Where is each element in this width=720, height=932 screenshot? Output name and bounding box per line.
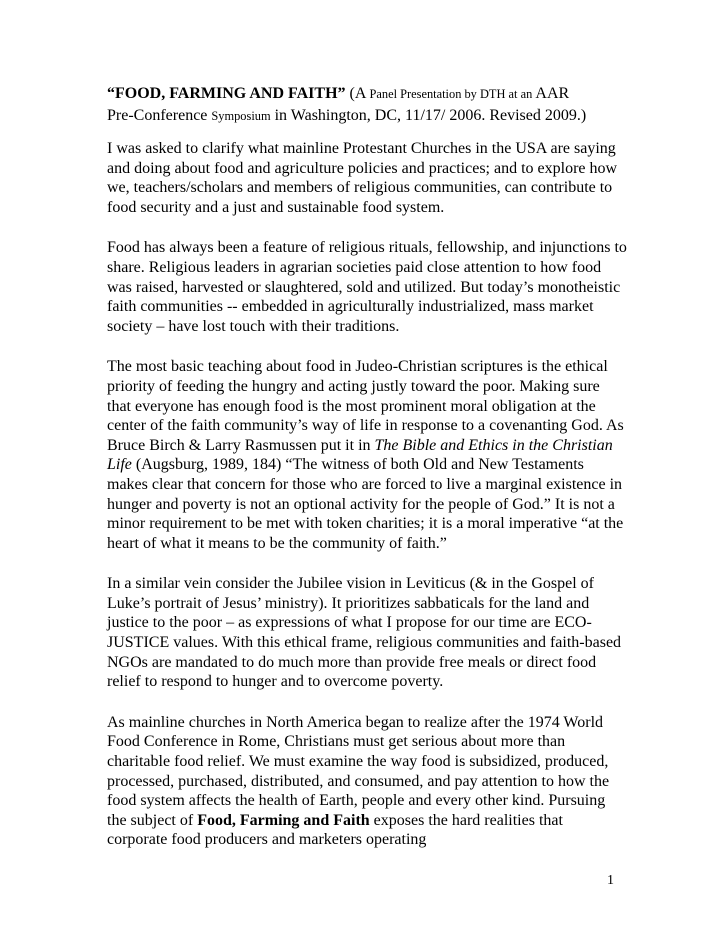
title-small-1: Panel Presentation by DTH at an [369, 87, 533, 101]
title-text-1: AAR [532, 85, 570, 102]
paragraph-5-text-b: exposes the hard realities that corporate food producers and marketers operating [107, 811, 563, 849]
title-small-2: Symposium [211, 109, 271, 123]
paragraph-4: In a similar vein consider the Jubilee vision in Leviticus (& in the Gospel of Luke’s portrait of Jesus’ ministry). It prioritizes sabbaticals for the land and justice to the poor – as expressions of what I propose for our time are ECO-JUSTICE values. With this ethical frame, religious communities and faith-based NGOs are mandated to do much more than provide free meals or direct food relief to respond to hunger and to overcome poverty. [107, 575, 622, 691]
paragraph-5-text-a: As mainline churches in North America began to realize after the 1974 World Food Conference in Rome, Christians must get serious about more than charitable food relief. We must examine the way food is subsidized, produced, processed, purchased, distributed, and consumed, and pay attention to how the food system affects the health of Earth, people and every other kind. Pursuing the subject of [107, 713, 610, 829]
paragraph-3 [107, 357, 627, 553]
document-title [107, 83, 627, 127]
page-number: 1 [607, 873, 614, 888]
book-title: The Bible and Ethics in the Christian Life [107, 436, 613, 474]
title-paren-open: (A [345, 85, 370, 102]
paragraph-1: I was asked to clarify what mainline Protestant Churches in the USA are saying and doing about food and agriculture policies and practices; and to explore how we, teachers/scholars and members of religious communities, can contribute to food security and a just and sustainable food system. [107, 140, 618, 216]
title-bold: “FOOD, FARMING AND FAITH” [107, 85, 346, 102]
paragraph-5-bold: Food, Farming and Faith [197, 811, 370, 829]
title-text-2: Pre-Conference [107, 107, 212, 124]
title-text-3: in Washington, DC, 11/17/ 2006. Revised 2009.) [270, 107, 587, 124]
document-body [107, 83, 627, 850]
paragraph-5 [107, 713, 627, 850]
paragraph-2: Food has always been a feature of religious rituals, fellowship, and injunctions to share. Religious leaders in agrarian societies paid close attention to how food was raised, harvested or slaughtered, sold and utilized. But today’s monotheistic faith communities -- embedded in agriculturally industrialized, mass market society – have lost touch with their traditions. [107, 239, 627, 335]
paragraph-3-text-b: (Augsburg, 1989, 184) “The witness of both Old and New Testaments makes clear that concern for those who are forced to live a marginal existence in hunger and poverty is not an optional activity for the people of God.” It is not a minor requirement to be met with token charities; it is a moral imperative “at the heart of what it means to be the community of faith.” [107, 456, 624, 552]
paragraph-3-text-a: The most basic teaching about food in Judeo-Christian scriptures is the ethical priority of feeding the hungry and acting justly toward the poor. Making sure that everyone has enough food is the most prominent moral obligation at the center of the faith community’s way of life in response to a covenanting God. As Bruce Birch & Larry Rasmussen put it in [107, 358, 624, 454]
